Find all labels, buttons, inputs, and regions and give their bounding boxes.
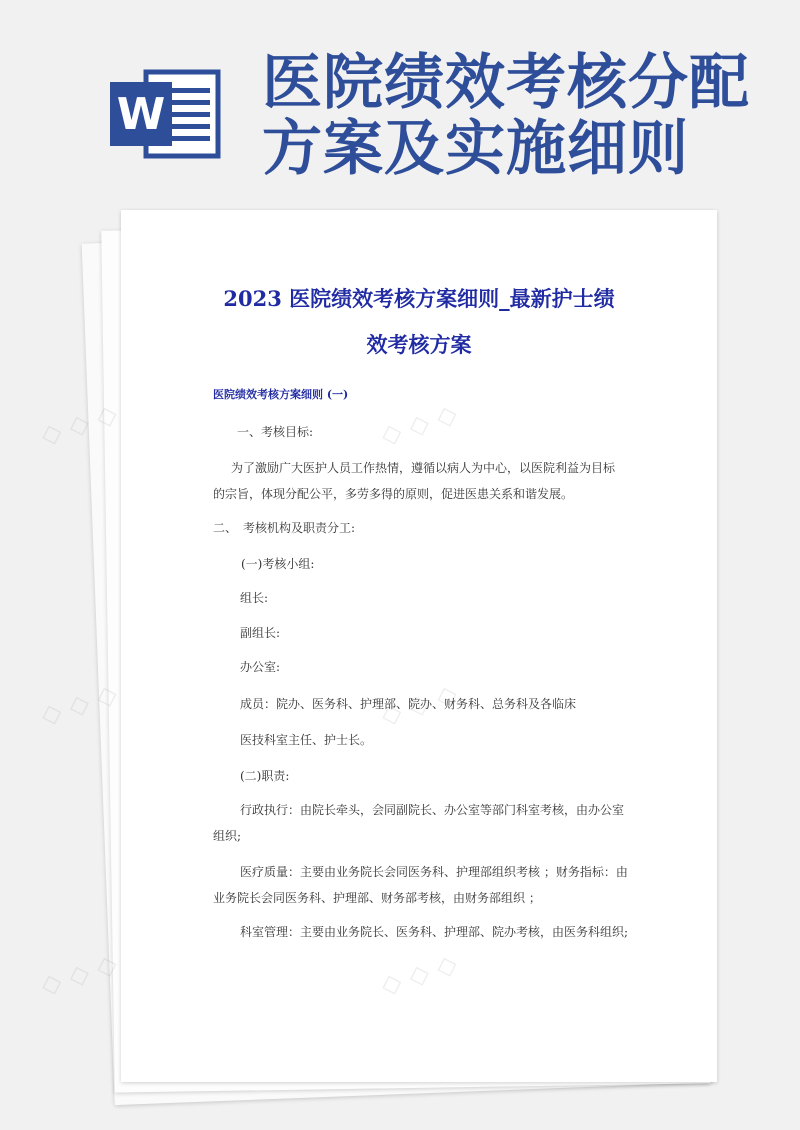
document-title-line-2: 效考核方案 [366,332,472,357]
main-title-line-2: 方案及实施细则 [262,114,689,184]
main-title-line-1: 医院绩效考核分配 [262,48,750,118]
paragraph-11: (二)职责: [240,769,290,783]
paragraph-10: 医技科室主任、护士长。 [240,733,373,747]
paragraph-9: 成员：院办、医务科、护理部、院办、财务科、总务科及各临床 [240,697,577,711]
page-header [0,0,800,210]
document-title-line-1: 2023 医院绩效考核方案细则_最新护士绩 [223,286,615,311]
paragraph-13: 组织; [213,829,242,843]
paragraph-14: 医疗质量：主要由业务院长会同医务科、护理部组织考核 ；财务指标：由 [240,865,628,879]
main-title [262,50,782,182]
paragraph-5: (一)考核小组: [241,557,315,571]
watermark-mark: ◇ ◇ ◇ [37,948,121,1002]
document-page [121,210,717,1082]
paragraph-15: 业务院长会同医务科、护理部、财务部考核，由财务部组织 ； [213,891,541,905]
paragraph-12: 行政执行：由院长牵头，会同副院长、办公室等部门科室考核，由办公室 [240,803,625,817]
paragraph-1: 一、考核目标: [237,425,314,439]
paragraph-16: 科室管理：主要由业务院长、医务科、护理部、院办考核，由医务科组织; [240,925,629,939]
paragraph-2: 为了激励广大医护人员工作热情，遵循以病人为中心，以医院利益为目标 [231,461,616,475]
word-icon-letter: W [116,89,166,140]
paragraph-6: 组长: [240,591,269,605]
word-document-icon [108,66,226,162]
paragraph-7: 副组长: [240,626,281,640]
watermark-mark: ◇ ◇ ◇ [37,678,121,732]
paragraph-8: 办公室: [240,660,281,674]
watermark-mark: ◇ ◇ ◇ [37,398,121,452]
document-title [121,276,717,368]
paragraph-4: 二、 考核机构及职责分工: [213,521,356,535]
paragraph-3: 的宗旨，体现分配公平，多劳多得的原则，促进医患关系和谐发展。 [213,487,574,501]
document-subheading: 医院绩效考核方案细则 (一) [213,388,349,401]
